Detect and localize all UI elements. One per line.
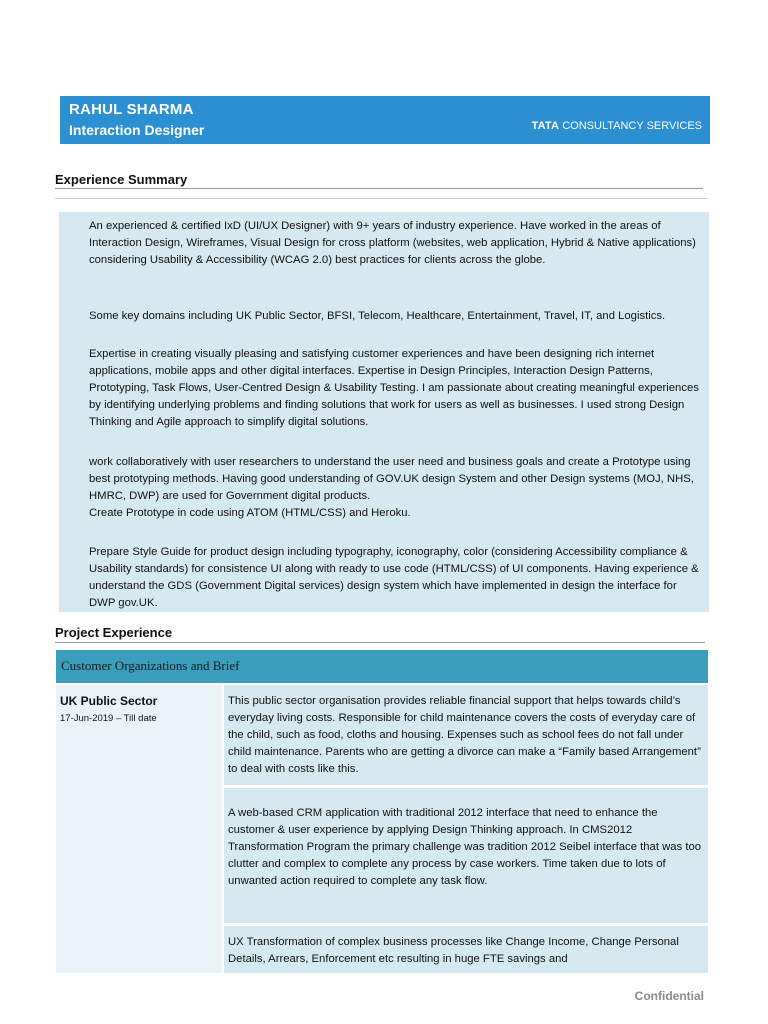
project-brief-cell <box>224 788 708 923</box>
project-dates: 17-Jun-2019 – Till date <box>60 713 157 724</box>
logo-bold-text: TATA <box>531 120 560 132</box>
experience-summary-heading: Experience Summary <box>55 172 188 187</box>
summary-paragraph: Some key domains including UK Public Sector, BFSI, Telecom, Healthcare, Entertainment, Travel, IT, and Logistics. <box>89 310 666 322</box>
candidate-title: Interaction Designer <box>69 122 205 138</box>
summary-paragraph: Create Prototype in code using ATOM (HTML/CSS) and Heroku. <box>89 507 411 519</box>
header-banner <box>60 96 710 144</box>
summary-paragraph: Expertise in creating visually pleasing and satisfying customer experiences and have been designing rich internet applications, mobile apps and other digital interfaces. Expertise in Design Principles, Interaction Design Patterns, Prototyping, Task Flows, User-Centred Design & Usability Testing. I am passionate about creating meaningful experiences by identifying underlying problems and finding solutions that work for users as well as businesses. I used strong Design Thinking and Agile approach to simplify digital solutions. <box>89 348 699 428</box>
section-divider <box>55 188 703 189</box>
summary-paragraph: An experienced & certified IxD (UI/UX Designer) with 9+ years of industry experience. Have worked in the areas of Interaction Design, Wireframes, Visual Design for cross platform (websites, web application, Hybrid & Native applications) considering Usability & Accessibility (WCAG 2.0) best practices for clients across the globe. <box>89 220 696 266</box>
project-experience-heading: Project Experience <box>55 625 173 640</box>
project-organization-cell <box>56 685 222 973</box>
candidate-name: RAHUL SHARMA <box>69 101 194 118</box>
organization-name: UK Public Sector <box>60 694 158 708</box>
summary-paragraph: work collaboratively with user researchers to understand the user need and business goals and create a Prototype using best prototyping methods. Having good understanding of GOV.UK design System and other Design systems (MOJ, NHS, HMRC, DWP) are used for Government digital products. <box>89 456 694 502</box>
project-brief-text: A web-based CRM application with traditional 2012 interface that need to enhance the customer & user experience by applying Design Thinking approach. In CMS2012 Transformation Program the primary challenge was tradition 2012 Seibel interface that was too clutter and complex to complete any process by case workers. Time taken due to lots of unwanted action required to complete any task flow. <box>228 807 702 887</box>
section-divider <box>55 642 705 643</box>
company-logo <box>531 120 702 132</box>
project-brief-text: UX Transformation of complex business processes like Change Income, Change Personal Details, Arrears, Enforcement etc resulting in huge FTE savings and <box>228 936 679 965</box>
project-table-header <box>56 650 708 683</box>
confidential-label: Confidential <box>634 989 704 1003</box>
project-brief-cell <box>224 926 708 973</box>
project-brief-cell <box>224 685 708 785</box>
section-divider <box>55 198 707 199</box>
experience-summary-box <box>59 212 709 612</box>
logo-text: CONSULTANCY SERVICES <box>562 120 702 132</box>
summary-paragraph: Prepare Style Guide for product design including typography, iconography, color (considering Accessibility compliance & Usability standards) for consistence UI along with ready to use code (HTML/CSS) of UI components. Having experience & understand the GDS (Government Digital services) design system which have implemented in design the interface for DWP gov.UK. <box>89 546 699 609</box>
project-table-header-label: Customer Organizations and Brief <box>61 658 240 673</box>
project-brief-text: This public sector organisation provides reliable financial support that helps towards child’s everyday living costs. Responsible for child maintenance covers the costs of everyday care of the child, such as food, cloths and housing. Expenses such as school fees do not fall under child maintenance. Parents who are getting a divorce can make a “Family based Arrangement” to deal with costs like this. <box>228 695 701 775</box>
